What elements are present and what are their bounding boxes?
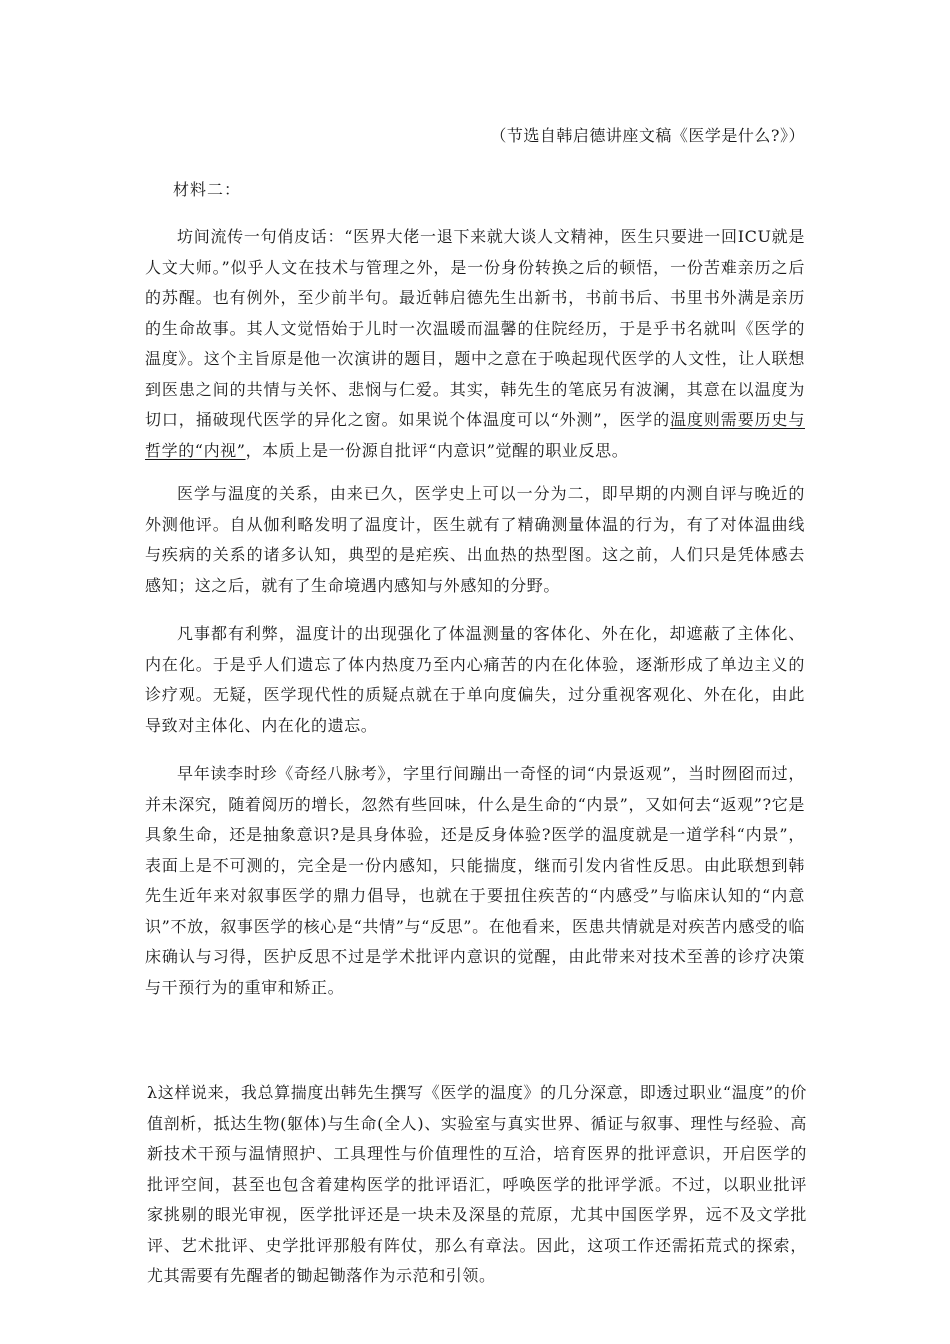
material-heading: 材料二： (173, 180, 242, 199)
source-note: （节选自韩启德讲座文稿《医学是什么?》） (490, 126, 805, 145)
paragraph-1 (145, 222, 805, 466)
paragraph-3: 凡事都有利弊，温度计的出现强化了体温测量的客体化、外在化，却遮蔽了主体化、内在化。于是乎人们遗忘了体内热度乃至内心痛苦的内在化体验，逐渐形成了单边主义的诊疗观。无疑，医学现代性的质疑点就在于单向度偏失，过分重视客观化、外在化，由此导致对主体化、内在化的遗忘。 (145, 624, 805, 735)
paragraph-4: 早年读李时珍《奇经八脉考》，字里行间蹦出一奇怪的词“内景返观”，当时囫囵而过，并未深究，随着阅历的增长，忽然有些回味，什么是生命的“内景”，又如何去“返观”?它是具象生命，还是抽象意识?是具身体验，还是反身体验?医学的温度就是一道学科“内景”，表面上是不可测的，完全是一份内感知，只能揣度，继而引发内省性反思。由此联想到韩先生近年来对叙事医学的鼎力倡导，也就在于要扭住疾苦的“内感受”与临床认知的“内意识”不放，叙事医学的核心是“共情”与“反思”。在他看来，医患共情就是对疾苦内感受的临床确认与习得，医护反思不过是学术批评内意识的觉醒，由此带来对技术至善的诊疗决策与干预行为的重审和矫正。 (145, 764, 805, 997)
paragraph-1-text-end: ，本质上是一份源自批评“内意识”觉醒的职业反思。 (245, 440, 629, 460)
underlined-phrase: 温度则需要历史与哲学的“内视” (145, 410, 805, 460)
paragraph-5: λ这样说来，我总算揣度出韩先生撰写《医学的温度》的几分深意，即透过职业“温度”的价值剖析，抵达生物(躯体)与生命(全人)、实验室与真实世界、循证与叙事、理性与经验、高新技术干预与温情照护、工具理性与价值理性的互洽，培育医界的批评意识，开启医学的批评空间，甚至也包含着建构医学的批评语汇，呼唤医学的批评学派。不过，以职业批评家挑剔的眼光审视，医学批评还是一块未及深垦的荒原，尤其中国医学界，远不及文学批评、艺术批评、史学批评那般有阵仗，那么有章法。因此，这项工作还需拓荒式的探索，尤其需要有先醒者的锄起锄落作为示范和引领。 (147, 1083, 807, 1285)
paragraph-2: 医学与温度的关系，由来已久，医学史上可以一分为二，即早期的内测自评与晚近的外测他评。自从伽利略发明了温度计，医生就有了精确测量体温的行为，有了对体温曲线与疾病的关系的诸多认知，典型的是疟疾、出血热的热型图。这之前，人们只是凭体感去感知；这之后，就有了生命境遇内感知与外感知的分野。 (145, 484, 805, 595)
paragraph-1-text-start: 坊间流传一句俏皮话：“医界大佬一退下来就大谈人文精神，医生只要进一回ICU就是人文大师。”似乎人文在技术与管理之外，是一份身份转换之后的顿悟，一份苦难亲历之后的苏醒。也有例外，至少前半句。最近韩启德先生出新书，书前书后、书里书外满是亲历的生命故事。其人文觉悟始于儿时一次温暖而温馨的住院经历，于是乎书名就叫《医学的温度》。这个主旨原是他一次演讲的题目，题中之意在于唤起现代医学的人文性，让人联想到医患之间的共情与关怀、悲悯与仁爱。其实，韩先生的笔底另有波澜，其意在以温度为切口，捅破现代医学的异化之窗。如果说个体温度可以“外测”，医学的 (145, 227, 805, 429)
